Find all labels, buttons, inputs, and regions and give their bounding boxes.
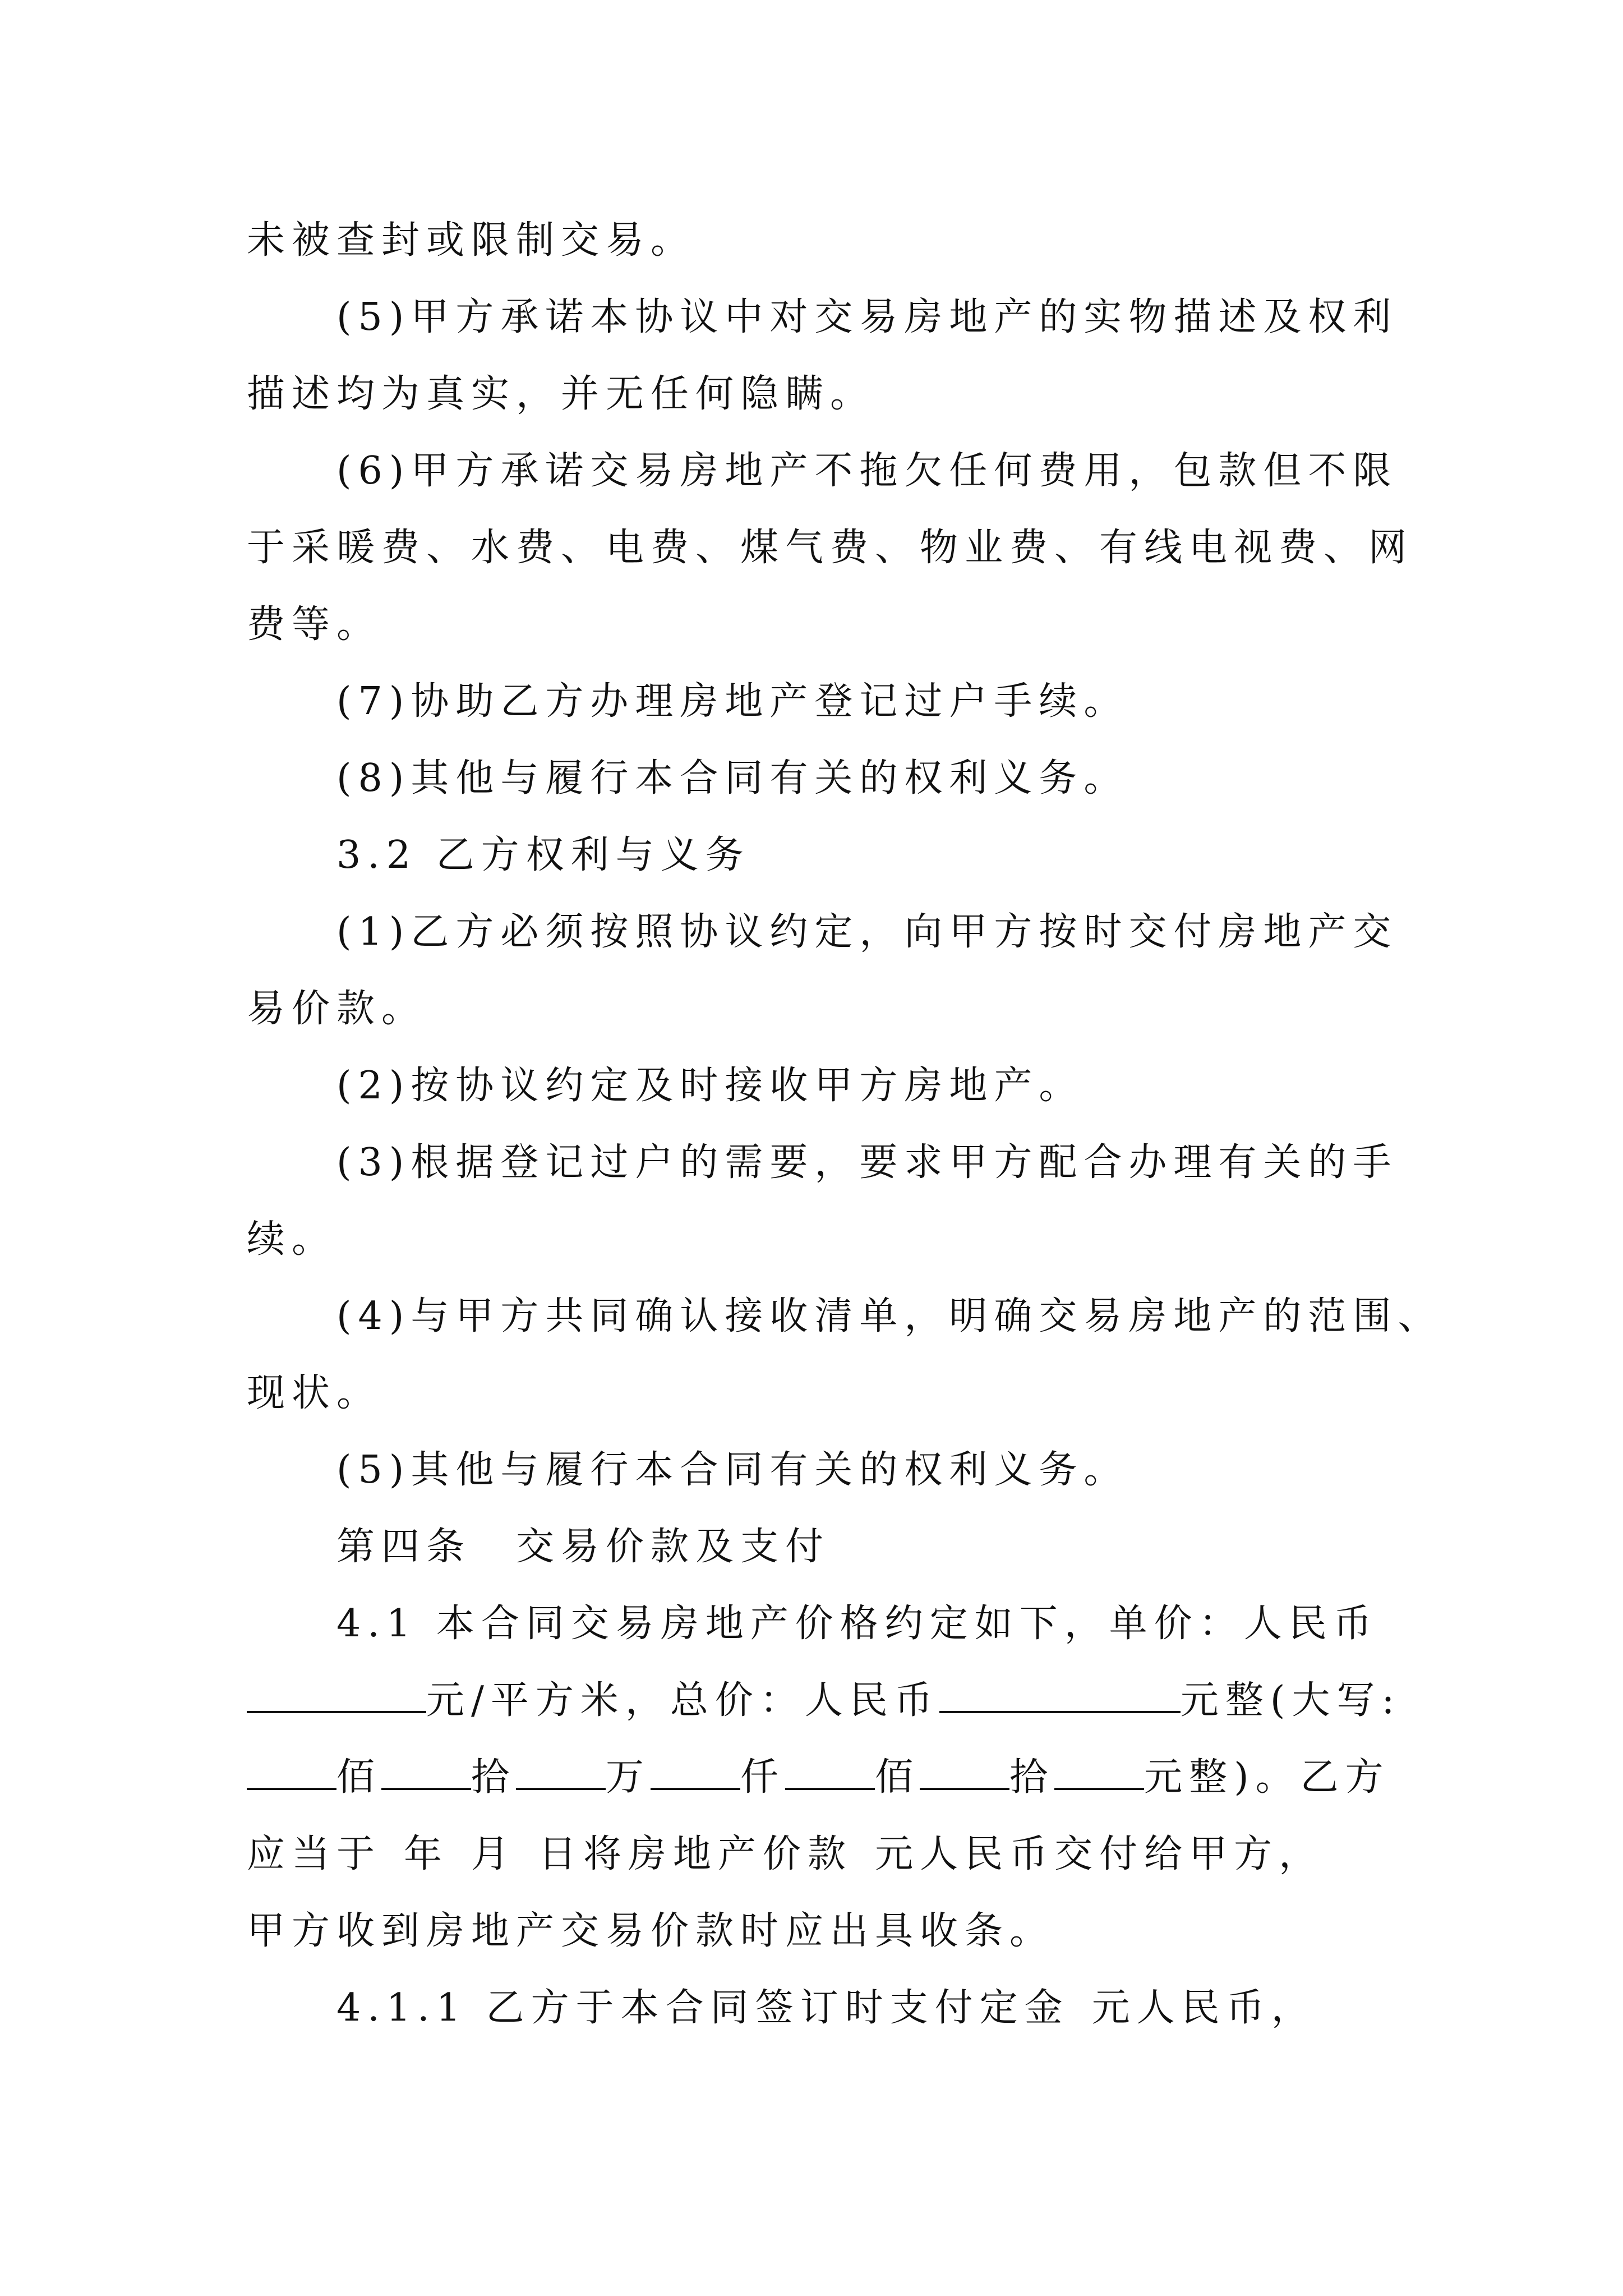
unit-char: 万 <box>606 1755 651 1800</box>
text-fragment: 应当于 <box>247 1832 382 1876</box>
text-line: (2)按协议约定及时接收甲方房地产。 <box>336 1064 1084 1108</box>
text-fragment: 4.1.1 乙方于本合同签订时支付定金 <box>336 1986 1069 2030</box>
unit-char: 拾 <box>471 1755 517 1800</box>
text-line: (7)协助乙方办理房地产登记过户手续。 <box>336 679 1129 724</box>
total-tail: 元整(大写: <box>1180 1678 1401 1723</box>
text-line: 4.1 本合同交易房地产价格约定如下，单价：人民币 <box>336 1602 1378 1646</box>
deposit-line <box>247 1970 1385 2046</box>
text-fragment: 元人民币交付给甲方， <box>875 1832 1324 1876</box>
text-line: 未被查封或限制交易。 <box>247 218 696 263</box>
unit-char: 佰 <box>875 1755 920 1800</box>
article-heading: 第四条 交易价款及支付 <box>336 1525 831 1569</box>
amount-blank <box>381 1755 471 1790</box>
unit-label: 元/平方米，总价：人民币 <box>426 1678 939 1723</box>
capital-amount-line <box>247 1739 1390 1816</box>
unit-char: 仟 <box>740 1755 786 1800</box>
amount-blank <box>920 1755 1009 1790</box>
text-fragment: 日将房地产价款 <box>538 1832 853 1876</box>
amount-blank <box>1054 1755 1144 1790</box>
text-line: (1)乙方必须按照协议约定，向甲方按时交付房地产交 <box>336 910 1398 954</box>
text-line: 甲方收到房地产交易价款时应出具收条。 <box>247 1909 1055 1953</box>
contract-text <box>247 202 1443 2046</box>
total-price-blank <box>939 1678 1181 1713</box>
section-heading: 3.2 乙方权利与义务 <box>336 833 750 877</box>
text-line: 现状。 <box>247 1371 382 1415</box>
text-fragment: 年 <box>404 1832 449 1876</box>
amount-blank <box>785 1755 875 1790</box>
text-line: (8)其他与履行本合同有关的权利义务。 <box>336 756 1129 800</box>
payment-line <box>247 1816 1385 1893</box>
amount-blank <box>516 1755 606 1790</box>
text-fragment: 月 <box>471 1832 517 1876</box>
amount-blank <box>247 1755 336 1790</box>
capital-tail: 元整)。乙方 <box>1144 1755 1390 1800</box>
unit-char: 拾 <box>1009 1755 1055 1800</box>
text-line: 易价款。 <box>247 987 427 1031</box>
text-line: (3)根据登记过户的需要，要求甲方配合办理有关的手 <box>336 1140 1398 1185</box>
amount-blank <box>651 1755 740 1790</box>
unit-char: 佰 <box>336 1755 382 1800</box>
text-line: 续。 <box>247 1217 337 1262</box>
text-fragment: 元人民币， <box>1091 1986 1316 2030</box>
text-line: (5)其他与履行本合同有关的权利义务。 <box>336 1448 1129 1492</box>
text-line: (6)甲方承诺交易房地产不拖欠任何费用，包款但不限 <box>336 449 1398 493</box>
price-line <box>247 1662 1401 1739</box>
text-line: 费等。 <box>247 602 382 647</box>
text-line: 描述均为真实，并无任何隐瞒。 <box>247 372 875 416</box>
text-line: (4)与甲方共同确认接收清单，明确交易房地产的范围、 <box>336 1294 1443 1338</box>
text-line: 于采暖费、水费、电费、煤气费、物业费、有线电视费、网 <box>247 526 1414 570</box>
unit-price-blank <box>247 1678 426 1713</box>
text-line: (5)甲方承诺本协议中对交易房地产的实物描述及权利 <box>336 295 1398 339</box>
